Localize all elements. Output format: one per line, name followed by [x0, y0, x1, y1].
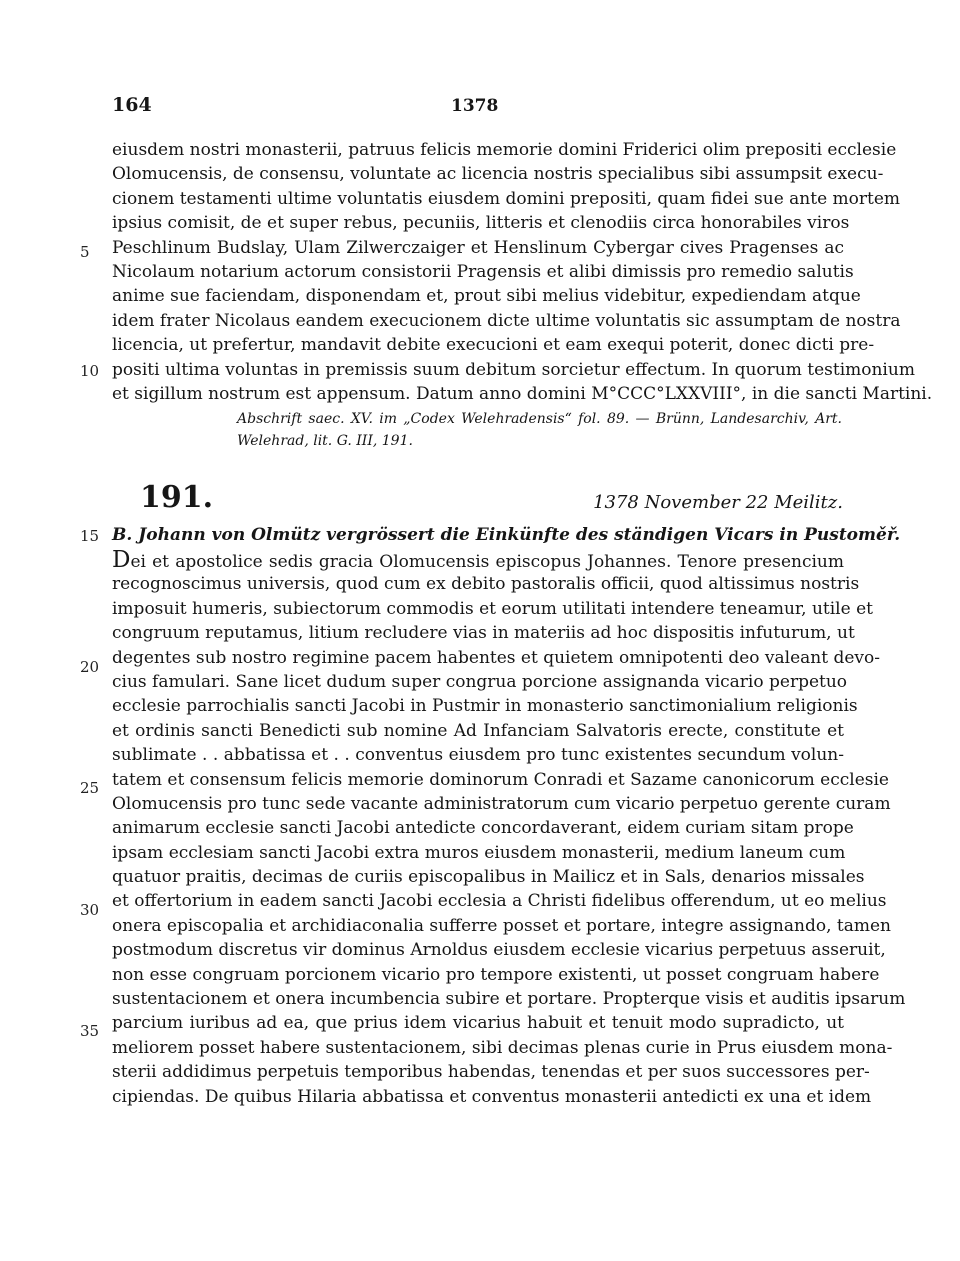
text-line: congruum reputamus, litium recludere vias in materiis ad hoc dispositis infuturum, ut [112, 623, 855, 644]
text-line: licencia, ut prefertur, mandavit debite execucioni et eam exequi poterit, donec dicti pre- [112, 335, 875, 356]
text-line: animarum ecclesie sancti Jacobi antedicte concordaverant, eidem curiam sitam prope [112, 818, 854, 839]
text-line: cionem testamenti ultime voluntatis eiusdem domini prepositi, quam fidei sue ante mortem [112, 188, 901, 209]
text-line: imposuit humeris, subiectorum commodis et eorum utilitati intendere teneamur, utile et [112, 598, 873, 619]
text-line: meliorem posset habere sustentacionem, sibi decimas plenas curie in Prus eiusdem mona- [112, 1037, 893, 1058]
text-line: Nicolaum notarium actorum consistorii Pragensis et alibi dimissis pro remedio salutis [112, 261, 854, 282]
text-line: ipsius comisit, de et super rebus, pecuniis, litteris et clenodiis circa honorabiles viros [112, 213, 850, 234]
text-line: anime sue faciendam, disponendam et, prout sibi melius videbitur, expediendam atque [112, 286, 861, 307]
source-note-line: Abschrift saec. XV. im „Codex Welehradensis“ fol. 89. — Brünn, Landesarchiv, Art. [237, 411, 842, 427]
text-line: quatuor praitis, decimas de curiis episcopalibus in Mailicz et in Sals, denarios missales [112, 867, 865, 888]
text-line: sublimate . . abbatissa et . . conventus eiusdem pro tunc existentes secundum volun- [112, 745, 844, 766]
text-line: sustentacionem et onera incumbencia subire et portare. Propterque visis et auditis ipsarum [112, 989, 906, 1010]
text-line: postmodum discretus vir dominus Arnoldus eiusdem ecclesie vicarius perpetuus asseruit, [112, 940, 886, 961]
text-line: Olomucensis, de consensu, voluntate ac licencia nostris specialibus sibi assumpsit execu- [112, 164, 884, 185]
text-line-rest: ei et apostolice sedis gracia Olomucensis episcopus Johannes. Tenore presencium [130, 552, 844, 572]
text-line: onera episcopalia et archidiaconalia sufferre posset et portare, integre assignando, tamen [112, 915, 891, 936]
text-line: Olomucensis pro tunc sede vacante administratorum cum vicario perpetuo gerente curam [112, 793, 891, 814]
running-year: 1378 [451, 96, 499, 116]
source-note [237, 408, 842, 452]
page-header [112, 94, 844, 118]
text-line: parcium iuribus ad ea, que prius idem vicarius habuit et tenuit modo supradicto, ut [112, 1013, 844, 1034]
source-note-line: Welehrad, lit. G. III, 191. [237, 433, 413, 449]
text-line: ipsam ecclesiam sancti Jacobi extra muros eiusdem monasterii, medium laneum cum [112, 842, 846, 863]
text-line: cipiendas. De quibus Hilaria abbatissa et conventus monasterii antedicti ex una et idem [112, 1086, 872, 1107]
text-line: Peschlinum Budslay, Ulam Zilwerczaiger et Henslinum Cybergar cives Pragenses ac [112, 237, 844, 258]
text-line: et offertorium in eadem sancti Jacobi ecclesia a Christi fidelibus offerendum, ut eo melius [112, 891, 887, 912]
text-line: idem frater Nicolaus eandem execucionem dicte ultime voluntatis sic assumptam de nostra [112, 310, 901, 331]
page-number: 164 [112, 94, 152, 116]
text-line: non esse congruam porcionem vicario pro tempore existenti, ut posset congruam habere [112, 964, 880, 985]
document-number: 191. [140, 480, 214, 515]
text-line: recognoscimus universis, quod cum ex debito pastoralis officii, quod altissimus nostris [112, 574, 860, 595]
document-rubric: B. Johann von Olmütz vergrössert die Einkünfte des ständigen Vicars in Pustoměř. [112, 525, 901, 545]
line-number: 20 [80, 658, 100, 676]
text-block-2 [112, 547, 906, 1109]
text-line: et sigillum nostrum est appensum. Datum anno domini M°CCC°LXXVIII°, in die sancti Martini. [112, 383, 933, 404]
line-number: 5 [80, 243, 90, 261]
text-line: et ordinis sancti Benedicti sub nomine Ad Infanciam Salvatoris erecte, constitute et [112, 720, 844, 741]
text-block-1 [112, 138, 933, 406]
text-line: eiusdem nostri monasterii, patruus felicis memorie domini Friderici olim prepositi ecclesie [112, 140, 897, 160]
text-line: cius famulari. Sane licet dudum super congrua porcione assignanda vicario perpetuo [112, 671, 848, 692]
text-line: degentes sub nostro regimine pacem habentes et quietem omnipotenti deo valeant devo- [112, 647, 880, 668]
text-line: ecclesie parrochialis sancti Jacobi in Pustmir in monasterio sanctimonialium religionis [112, 696, 858, 717]
text-line: positi ultima voluntas in premissis suum debitum sorcietur effectum. In quorum testimonium [112, 359, 915, 380]
text-line-first [112, 548, 844, 572]
text-line: tatem et consensum felicis memorie dominorum Conradi et Sazame canonicorum ecclesie [112, 769, 889, 790]
document-date: 1378 November 22 Meilitz. [593, 492, 843, 513]
line-number: 35 [80, 1022, 100, 1040]
line-number: 15 [80, 527, 100, 545]
line-number: 10 [80, 362, 100, 380]
line-number: 30 [80, 901, 100, 919]
initial-letter: D [112, 547, 131, 573]
text-line: sterii addidimus perpetuis temporibus habendas, tenendas et per suos successores per- [112, 1062, 870, 1083]
line-number: 25 [80, 779, 100, 797]
